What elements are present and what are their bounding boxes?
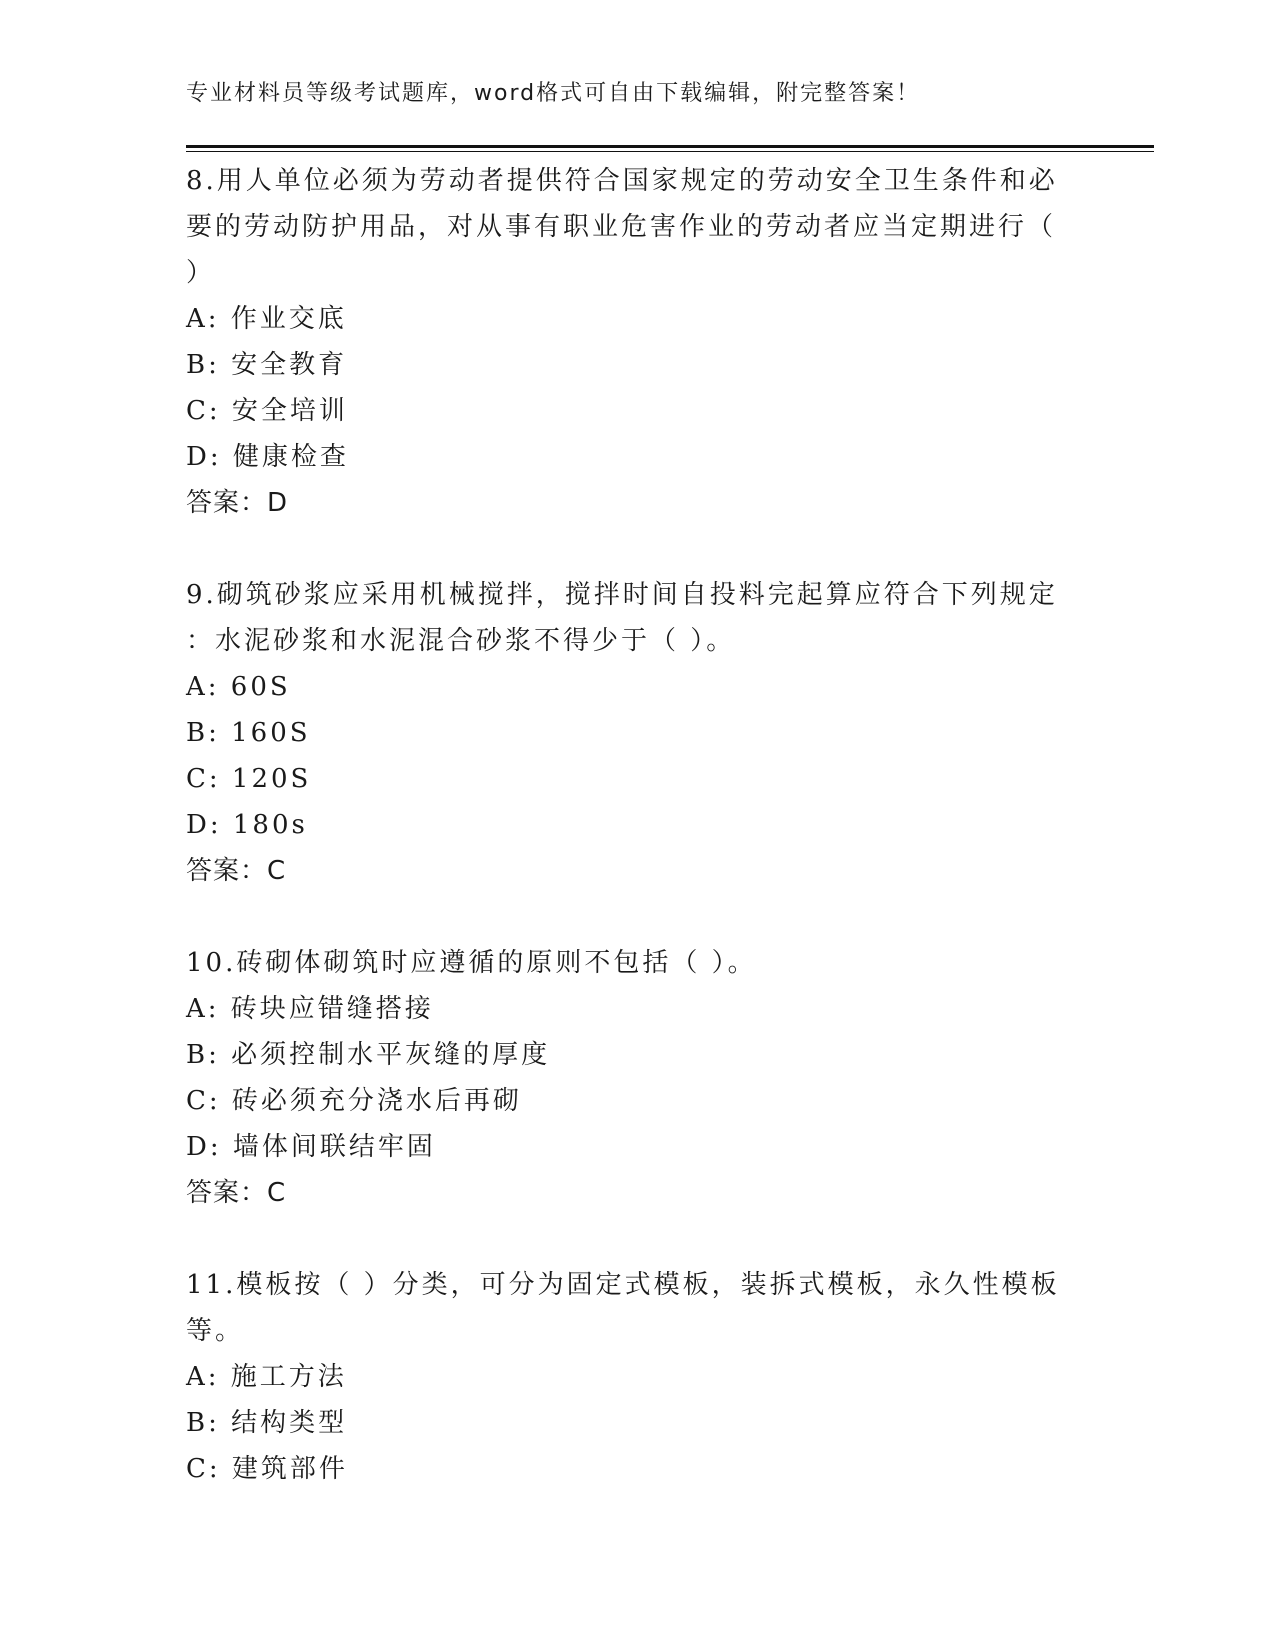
question-10	[186, 940, 1066, 1216]
question-stem-line: 等。	[186, 1316, 245, 1346]
header-rule-thick	[186, 145, 1154, 148]
question-11	[186, 1262, 1066, 1492]
header-rule-thin	[186, 151, 1154, 152]
question-stem-line: 11.模板按（ ）分类，可分为固定式模板，装拆式模板，永久性模板	[186, 1270, 1060, 1300]
option-d: D: 健康检查	[186, 442, 349, 472]
question-stem-line: 8.用人单位必须为劳动者提供符合国家规定的劳动安全卫生条件和必	[186, 166, 1058, 196]
option-b: B: 必须控制水平灰缝的厚度	[186, 1040, 551, 1070]
option-c: C: 120S	[186, 764, 312, 794]
option-a: A: 60S	[186, 672, 291, 702]
page-header: 专业材料员等级考试题库，word格式可自由下载编辑，附完整答案！	[186, 81, 921, 106]
option-c: C: 安全培训	[186, 396, 348, 426]
question-8	[186, 158, 1066, 526]
question-stem-line: 9.砌筑砂浆应采用机械搅拌，搅拌时间自投料完起算应符合下列规定	[186, 580, 1058, 610]
option-c: C: 砖必须充分浇水后再砌	[186, 1086, 522, 1116]
option-d: D: 180s	[186, 810, 308, 840]
answer-label: 答案：C	[186, 856, 287, 886]
option-d: D: 墙体间联结牢固	[186, 1132, 436, 1162]
option-b: B: 160S	[186, 718, 311, 748]
question-list	[186, 158, 1066, 1538]
answer-label: 答案：C	[186, 1178, 287, 1208]
option-a: A: 砖块应错缝搭接	[186, 994, 434, 1024]
question-stem-line: 10.砖砌体砌筑时应遵循的原则不包括（ ）。	[186, 948, 757, 978]
option-a: A: 施工方法	[186, 1362, 347, 1392]
question-stem-line: ）	[186, 258, 216, 288]
option-c: C: 建筑部件	[186, 1454, 348, 1484]
option-b: B: 安全教育	[186, 350, 348, 380]
question-9	[186, 572, 1066, 894]
option-a: A: 作业交底	[186, 304, 347, 334]
question-stem-line: 要的劳动防护用品，对从事有职业危害作业的劳动者应当定期进行（	[186, 212, 1057, 242]
answer-label: 答案：D	[186, 488, 289, 518]
option-b: B: 结构类型	[186, 1408, 348, 1438]
question-stem-line: ：水泥砂浆和水泥混合砂浆不得少于（ ）。	[186, 626, 736, 656]
